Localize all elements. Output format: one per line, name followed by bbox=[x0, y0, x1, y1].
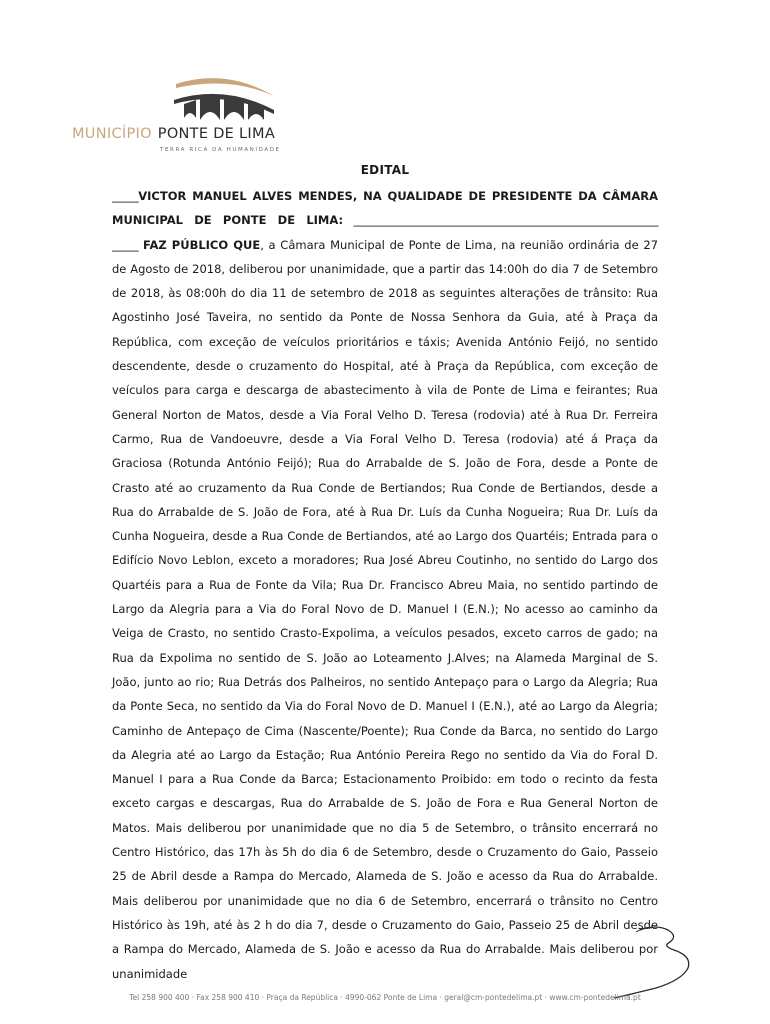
handwritten-signature bbox=[596, 922, 756, 1002]
intro-blank-line: _____ bbox=[112, 189, 139, 203]
page-footer: Tel 258 900 400 · Fax 258 900 410 · Praça da República · 4990-062 Ponte de Lima · geral@cm-pontedelima.pt · www.cm-pontedelima.pt bbox=[129, 993, 641, 1002]
logo-city-text: PONTE DE LIMA bbox=[157, 126, 276, 142]
bridge-arches-icon bbox=[170, 70, 278, 130]
logo-municipio-text: MUNICÍPIO bbox=[72, 126, 152, 142]
body-lead: FAZ PÚBLICO QUE bbox=[142, 237, 261, 252]
logo-tagline: TERRA RICA DA HUMANIDADE bbox=[160, 147, 281, 153]
document-body bbox=[112, 184, 658, 986]
body-text: , a Câmara Municipal de Ponte de Lima, na reunião ordinária de 27 de Agosto de 2018, deliberou por unanimidade, que a partir das 14:00h do dia 7 de Setembro de 2018, às 08:00h do dia 11 de setembro de 2018 as seguintes alterações de trânsito: Rua Agostinho José Taveira, no sentido da Ponte de Nossa Senhora da Guia, até à Praça da República, com exceção de veículos prioritários e táxis; Avenida António Feijó, no sentido descendente, desde o cruzamento do Hospital, até à Praça da República, com exceção de veículos para carga e descarga de abastecimento à vila de Ponte de Lima e feirantes; Rua General Norton de Matos, desde a Via Foral Velho D. Teresa (rodovia) até à Rua Dr. Ferreira Carmo, Rua de Vandoeuvre, desde a Via Foral Velho D. Teresa (rodovia) até á Praça da Graciosa (Rotunda António Feijó); Rua do Arrabalde de S. João de Fora, desde a Ponte de Crasto até ao cruzamento da Rua Conde de Bertiandos; Rua Conde de Bertiandos, desde a Rua do Arrabalde de S. João de Fora, até à Rua Dr. Luís da Cunha Nogueira; Rua Dr. Luís da Cunha Nogueira, desde a Rua Conde de Bertiandos, até ao Largo dos Quartéis; Entrada para o Edifício Novo Leblon, exceto a moradores; Rua José Abreu Coutinho, no sentido do Largo dos Quartéis para a Rua de Fonte da Vila; Rua Dr. Francisco Abreu Maia, no sentido partindo de Largo da Alegria para a Via do Foral Novo de D. Manuel I (E.N.); No acesso ao caminho da Veiga de Crasto, no sentido Crasto-Expolima, a veículos pesados, exceto carros de gado; na Rua da Expolima no sentido de S. João ao Loteamento J.Alves; na Alameda Marginal de S. João, junto ao rio; Rua Detrás dos Palheiros, no sentido Antepaço para o Largo da Alegria; Rua da Ponte Seca, no sentido da Via do Foral Novo de D. Manuel I (E.N.), até ao Largo da Alegria; Caminho de Antepaço de Cima (Nascente/Poente); Rua Conde da Barca, no sentido do Largo da Alegria até ao Largo da Estação; Rua António Pereira Rego no sentido da Via do Foral D. Manuel I para a Rua Conde da Barca; Estacionamento Proibido: em todo o recinto da festa exceto cargas e descargas, Rua do Arrabalde de S. João de Fora e Rua General Norton de Matos. Mais deliberou por unanimidade que no dia 5 de Setembro, o trânsito encerrará no Centro Histórico, das 17h às 5h do dia 6 de Setembro, desde o Cruzamento do Gaio, Passeio 25 de Abril desde a Rampa do Mercado, Alameda de S. João e acesso da Rua do Arrabalde. Mais deliberou por unanimidade que no dia 6 de Setembro, encerrará o trânsito no Centro Histórico às 19h, até às 2 h do dia 7, desde o Cruzamento do Gaio, Passeio 25 de Abril desde a Rampa do Mercado, Alameda de S. João e acesso da Rua do Arrabalde. Mais deliberou por unanimidade bbox=[112, 237, 659, 981]
document-title: EDITAL bbox=[360, 163, 410, 177]
logo-wordmark bbox=[72, 126, 275, 142]
intro-text: VICTOR MANUEL ALVES MENDES, NA QUALIDADE DE PRESIDENTE DA CÂMARA MUNICIPAL DE PONTE DE LIMA: bbox=[112, 189, 658, 228]
intro-paragraph bbox=[112, 184, 658, 233]
municipality-logo bbox=[72, 70, 302, 160]
body-paragraph bbox=[112, 233, 658, 986]
intro-trailing-line: __________________________________________________________ bbox=[343, 213, 658, 228]
body-blank-line: _____ bbox=[112, 237, 139, 252]
